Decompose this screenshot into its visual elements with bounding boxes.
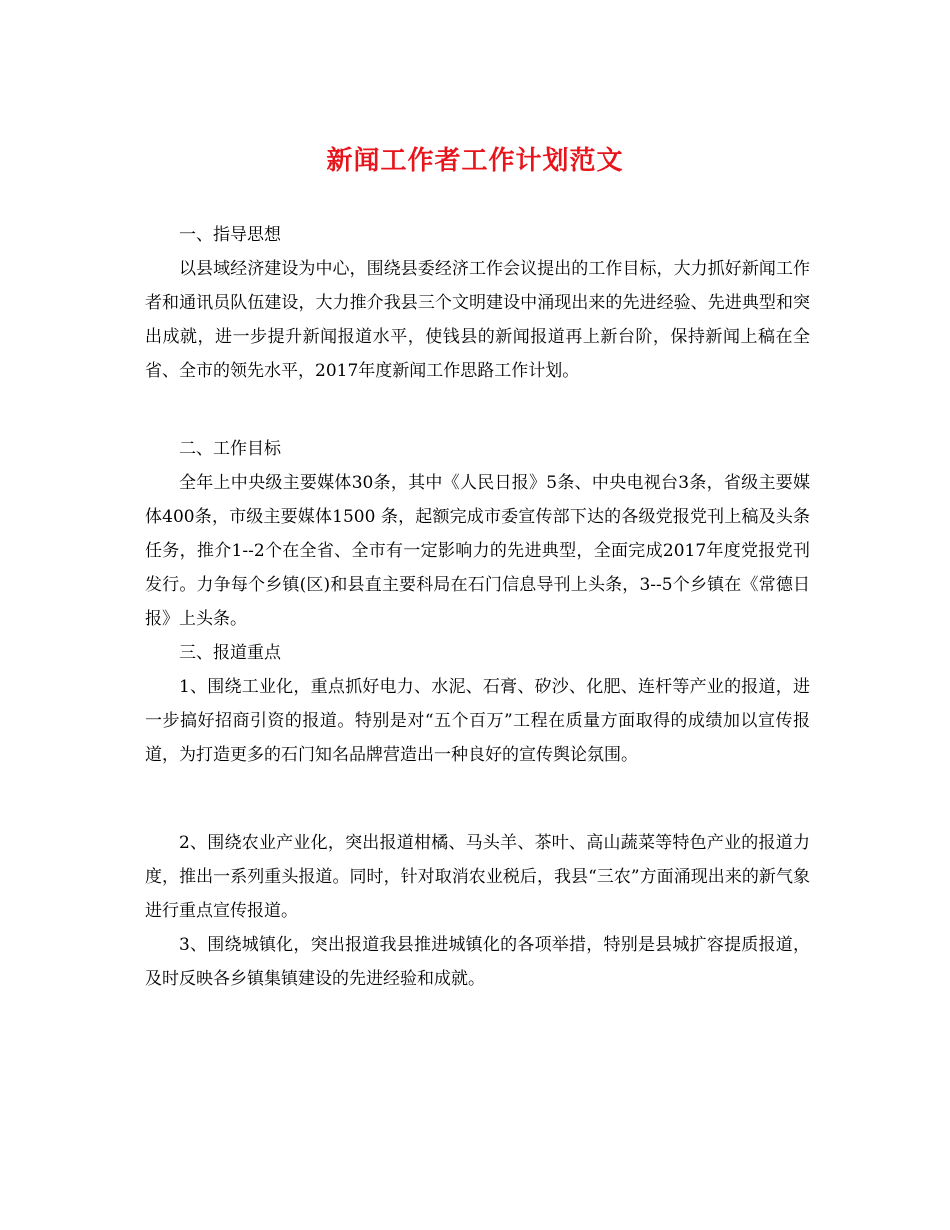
- section-heading: 三、报道重点: [179, 643, 281, 663]
- section-heading: 一、指导思想: [179, 225, 281, 245]
- section-work-goals: [145, 432, 810, 772]
- section-paragraph: 1、围绕工业化，重点抓好电力、水泥、石膏、矽沙、化肥、连杆等产业的报道，进一步搞好招商引资的报道。特别是对“五个百万”工程在质量方面取得的成绩加以宣传报道，为打造更多的石门知名品牌营造出一种良好的宣传舆论氛围。: [145, 677, 810, 765]
- section-paragraph: 以县域经济建设为中心，围绕县委经济工作会议提出的工作目标，大力抓好新闻工作者和通讯员队伍建设，大力推介我县三个文明建设中涌现出来的先进经验、先进典型和突出成就，进一步提升新闻报道水平，使钱县的新闻报道再上新台阶，保持新闻上稿在全省、全市的领先水平，2017年度新闻工作思路工作计划。: [145, 259, 810, 381]
- section-report-focus-cont: [145, 826, 810, 996]
- section-paragraph: 2、围绕农业产业化，突出报道柑橘、马头羊、茶叶、高山蔬菜等特色产业的报道力度，推出一系列重头报道。同时，针对取消农业税后，我县“三农”方面涌现出来的新气象进行重点宣传报道。: [145, 833, 810, 921]
- section-paragraph: 3、围绕城镇化，突出报道我县推进城镇化的各项举措，特别是县城扩容提质报道，及时反映各乡镇集镇建设的先进经验和成就。: [145, 935, 810, 989]
- section-heading: 二、工作目标: [179, 439, 281, 459]
- section-paragraph: 全年上中央级主要媒体30条，其中《人民日报》5条、中央电视台3条，省级主要媒体400条，市级主要媒体1500 条，起额完成市委宣传部下达的各级党报党刊上稿及头条任务，推介1--2个在全省、全市有一定影响力的先进典型，全面完成2017年度党报党刊发行。力争每个乡镇(区)和县直主要科局在石门信息导刊上头条，3--5个乡镇在《常德日报》上头条。: [145, 473, 810, 629]
- document-title: 新闻工作者工作计划范文: [326, 146, 624, 176]
- section-guiding-thought: [145, 218, 810, 388]
